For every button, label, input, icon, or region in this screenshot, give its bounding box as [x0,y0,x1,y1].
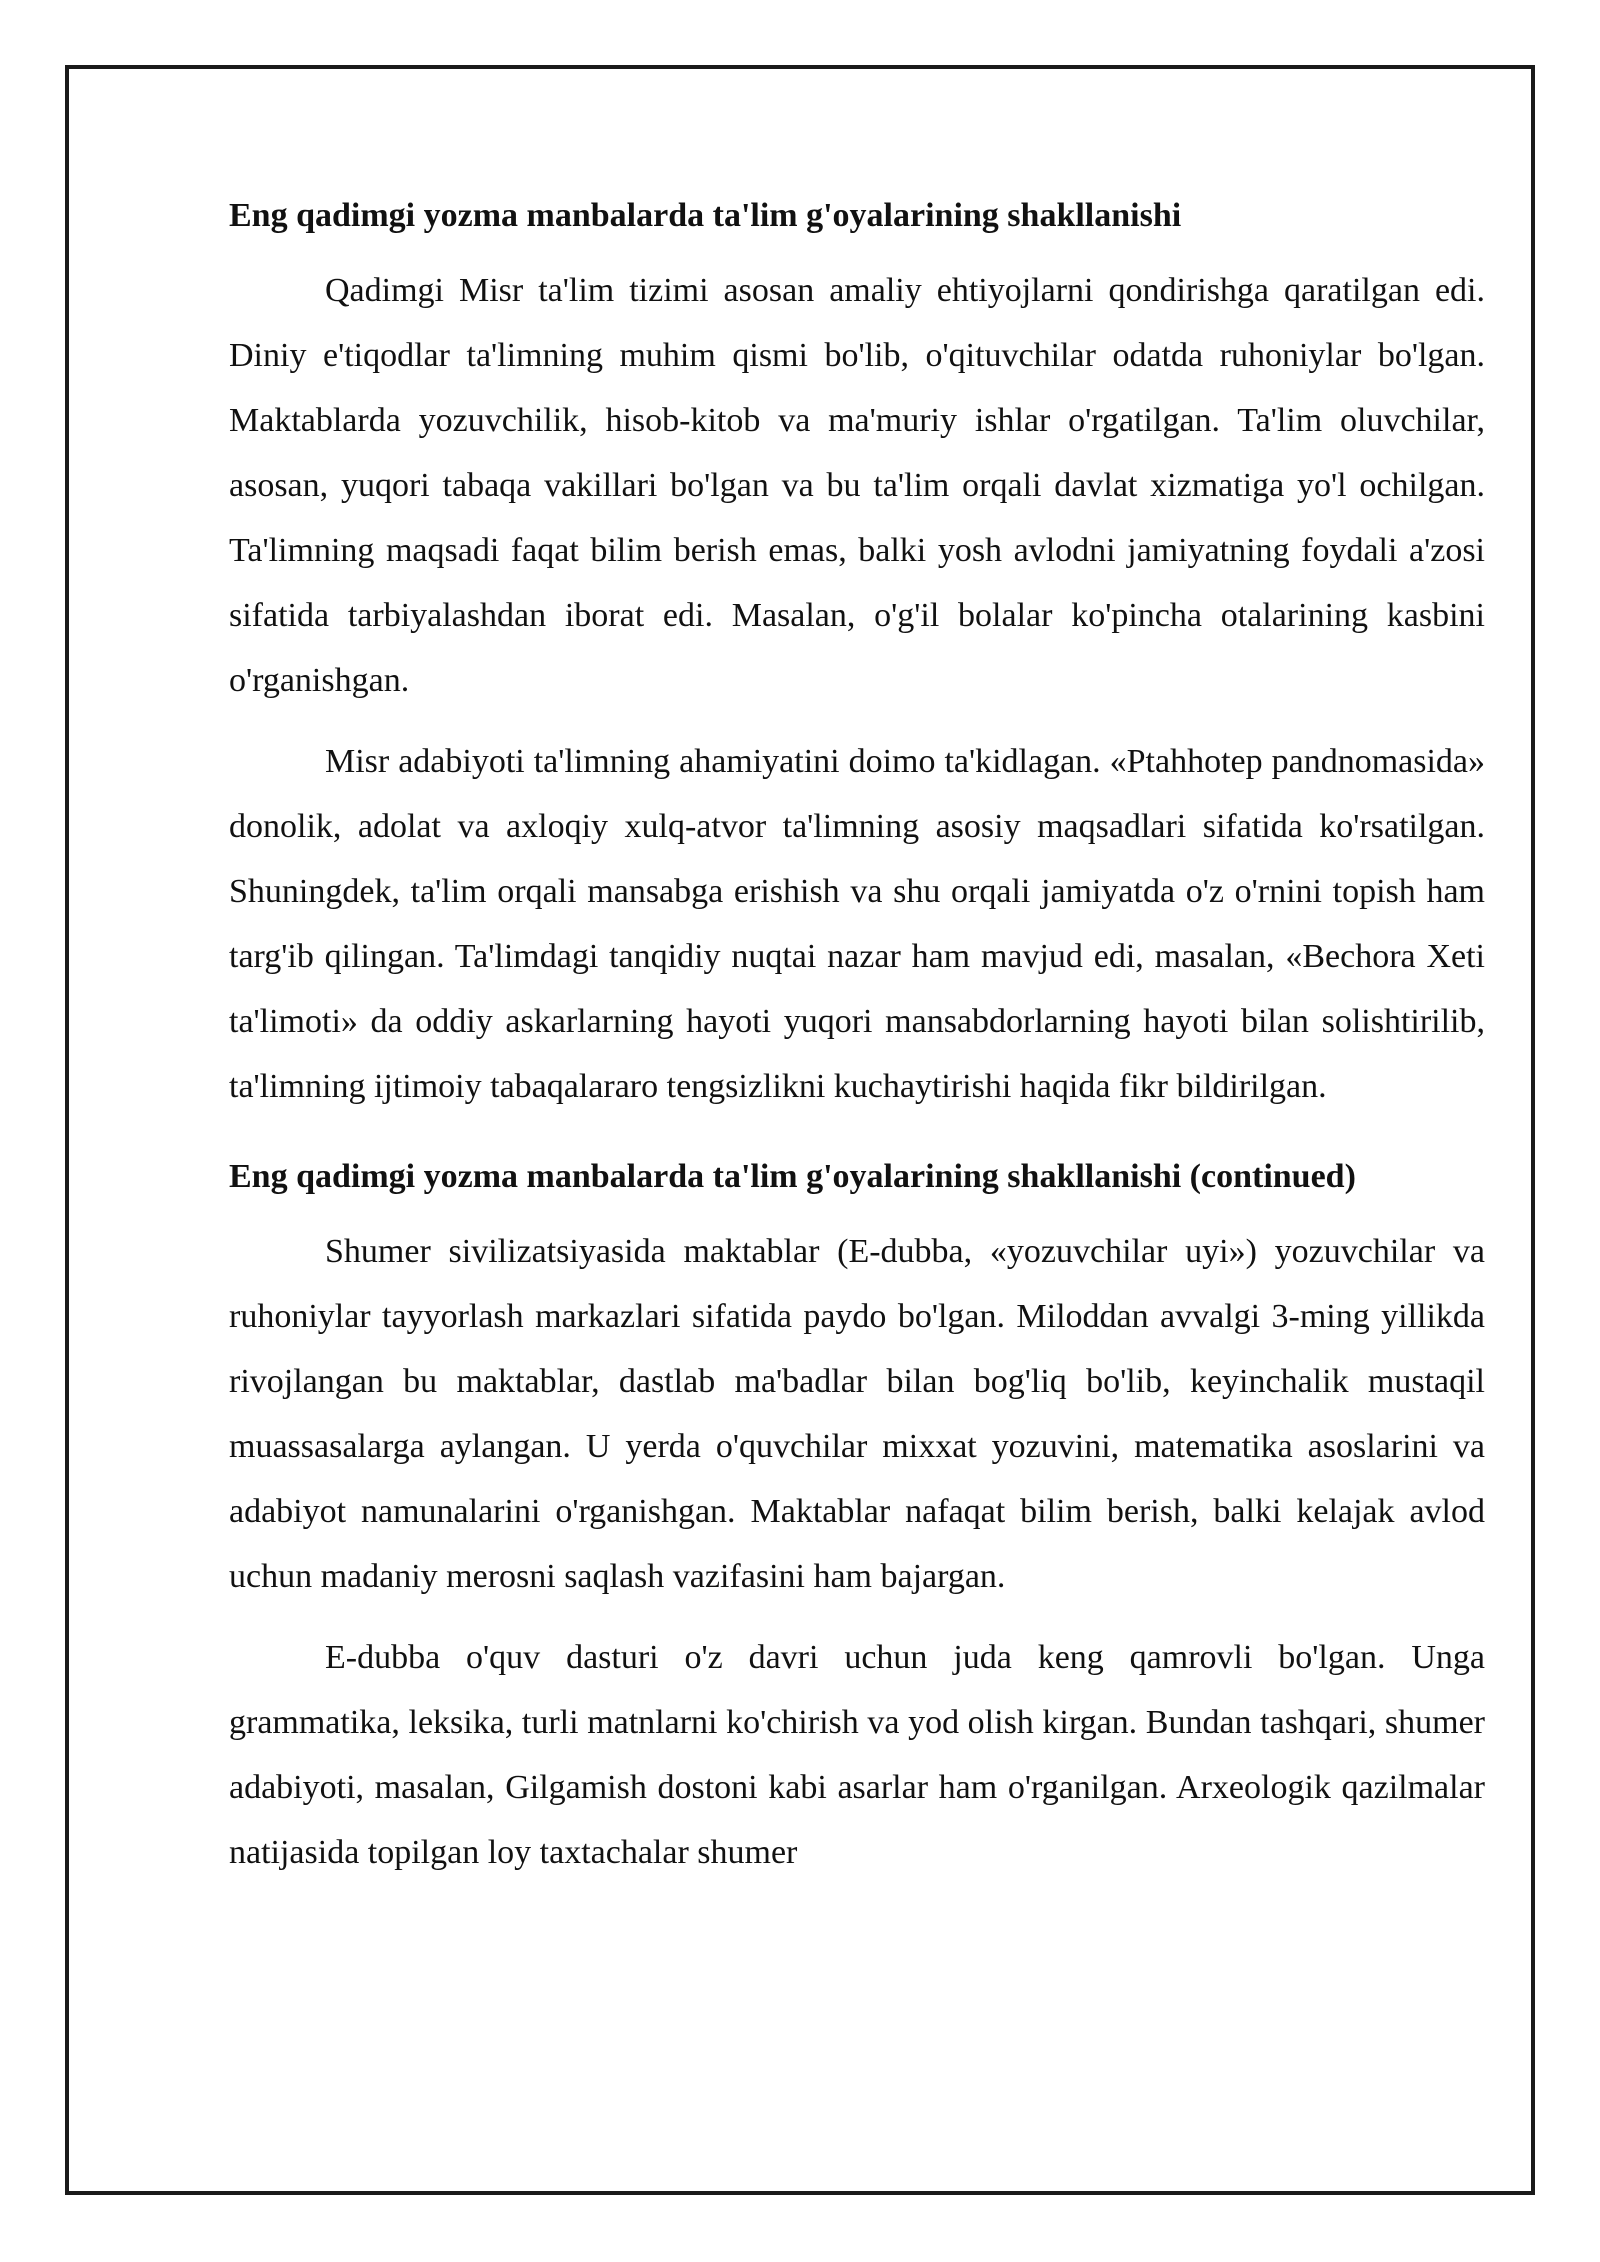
paragraph: Misr adabiyoti ta'limning ahamiyatini doimo ta'kidlagan. «Ptahhotep pandnomasida» donolik, adolat va axloqiy xulq-atvor ta'limning asosiy maqsadlari sifatida ko'rsatilgan. Shuningdek, ta'lim orqali mansabga erishish va shu orqali jamiyatda o'z o'rnini topish ham targ'ib qilingan. Ta'limdagi tanqidiy nuqtai nazar ham mavjud edi, masalan, «Bechora Xeti ta'limoti» da oddiy askarlarning hayoti yuqori mansabdorlarning hayoti bilan solishtirilib, ta'limning ijtimoiy tabaqalararo tengsizlikni kuchaytirishi haqida fikr bildirilgan. [229,743,1485,1105]
paragraph: Shumer sivilizatsiyasida maktablar (E-dubba, «yozuvchilar uyi») yozuvchilar va ruhoniylar tayyorlash markazlari sifatida paydo bo'lgan. Miloddan avvalgi 3-ming yillikda rivojlangan bu maktablar, dastlab ma'badlar bilan bog'liq bo'lib, keyinchalik mustaqil muassasalarga aylangan. U yerda o'quvchilar mixxat yozuvini, matematika asoslarini va adabiyot namunalarini o'rganishgan. Maktablar nafaqat bilim berish, balki kelajak avlod uchun madaniy merosni saqlash vazifasini ham bajargan. [229,1233,1485,1595]
paragraph: Qadimgi Misr ta'lim tizimi asosan amaliy ehtiyojlarni qondirishga qaratilgan edi. Diniy e'tiqodlar ta'limning muhim qismi bo'lib, o'qituvchilar odatda ruhoniylar bo'lgan. Maktablarda yozuvchilik, hisob-kitob va ma'muriy ishlar o'rgatilgan. Ta'lim oluvchilar, asosan, yuqori tabaqa vakillari bo'lgan va bu ta'lim orqali davlat xizmatiga yo'l ochilgan. Ta'limning maqsadi faqat bilim berish emas, balki yosh avlodni jamiyatning foydali a'zosi sifatida tarbiyalashdan iborat edi. Masalan, o'g'il bolalar ko'pincha otalarining kasbini o'rganishgan. [229,272,1485,699]
section-heading: Eng qadimgi yozma manbalarda ta'lim g'oyalarining shakllanishi (continued) [229,1158,1356,1195]
paragraph: E-dubba o'quv dasturi o'z davri uchun juda keng qamrovli bo'lgan. Unga grammatika, leksika, turli matnlarni ko'chirish va yod olish kirgan. Bundan tashqari, shumer adabiyoti, masalan, Gilgamish dostoni kabi asarlar ham o'rganilgan. Arxeologik qazilmalar natijasida topilgan loy taxtachalar shumer [229,1639,1485,1871]
section-heading: Eng qadimgi yozma manbalarda ta'lim g'oyalarining shakllanishi [229,197,1182,234]
document-body [229,196,1485,1871]
